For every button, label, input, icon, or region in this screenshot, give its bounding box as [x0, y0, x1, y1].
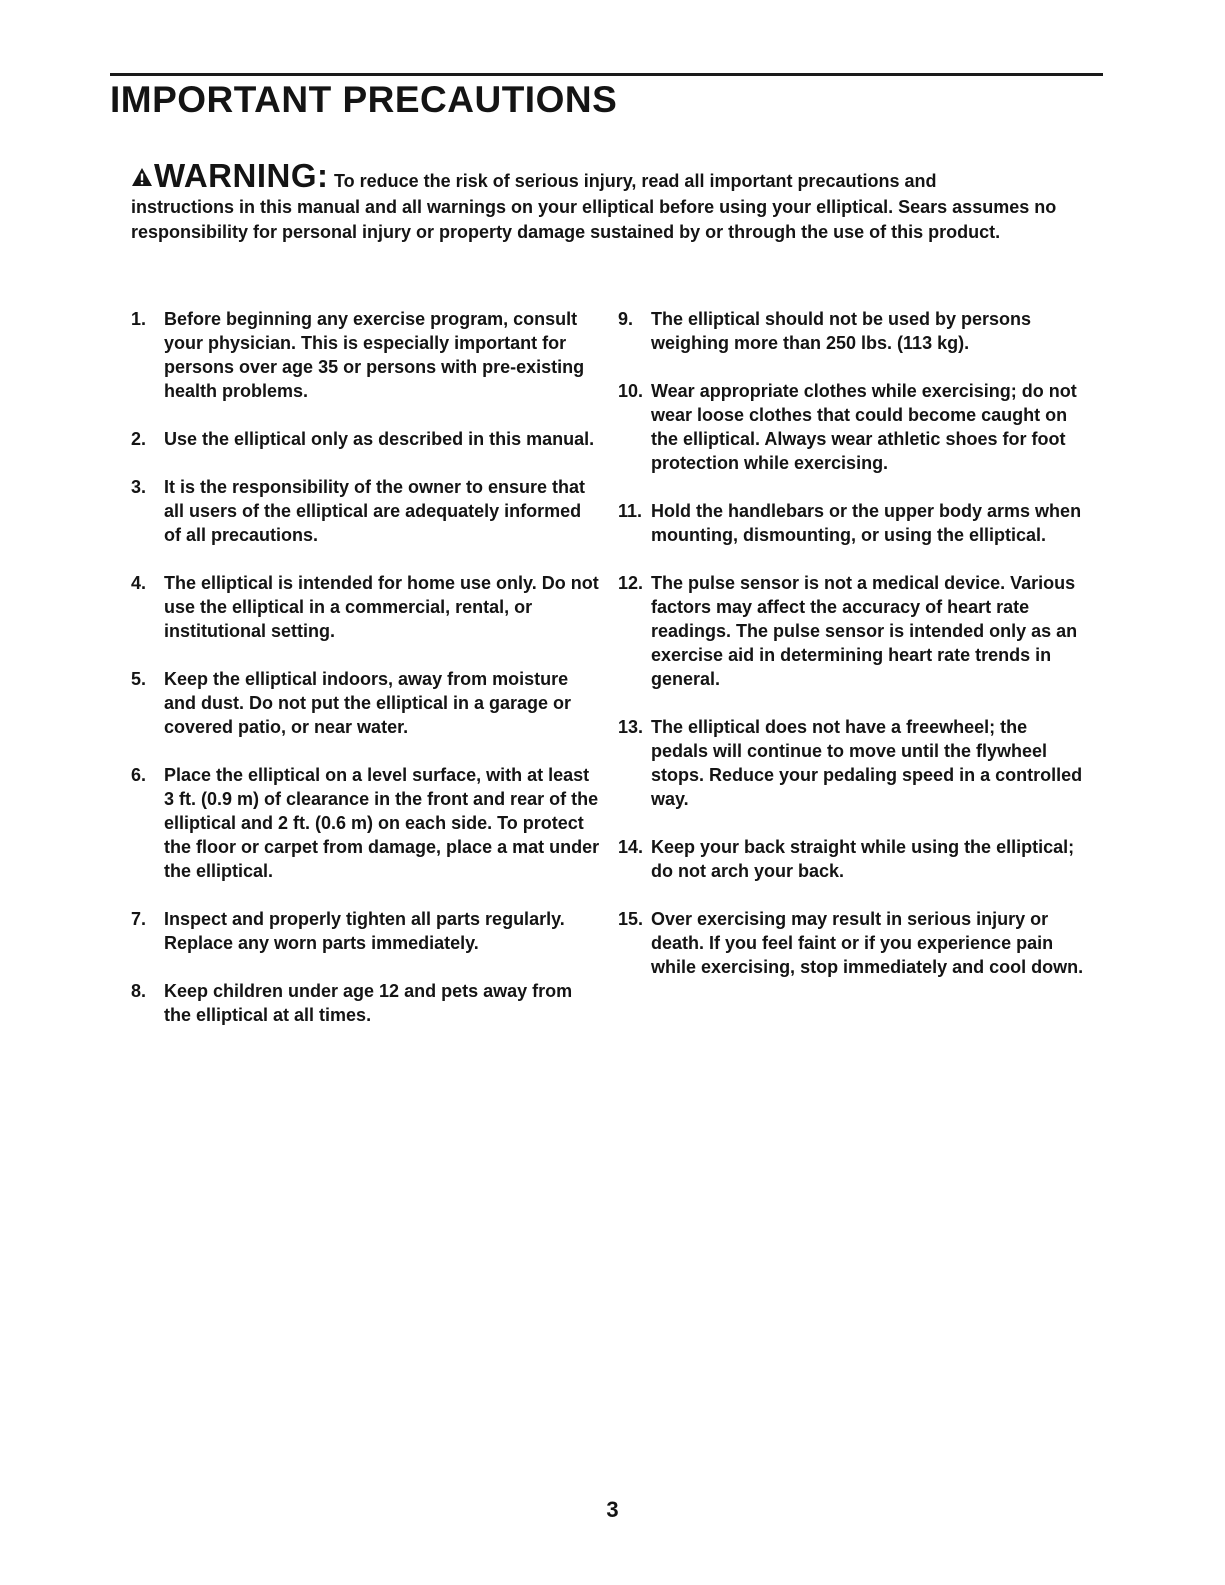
top-rule	[110, 73, 1103, 76]
precaution-text: It is the responsibility of the owner to ensure that all users of the elliptical are adequately informed of all precautions.	[164, 477, 586, 545]
precaution-text: Inspect and properly tighten all parts regularly. Replace any worn parts immediately.	[164, 909, 565, 953]
precaution-number: 13.	[618, 717, 644, 737]
warning-text-first: To reduce the risk of serious injury, read all important precautions and	[334, 171, 937, 191]
precaution-item	[131, 979, 601, 1027]
precaution-item	[618, 907, 1088, 979]
precaution-text: Before beginning any exercise program, consult your physician. This is especially important for persons over age 35 or persons with pre-existing health problems.	[164, 309, 585, 401]
precaution-item	[618, 379, 1088, 475]
page-number: 3	[606, 1497, 619, 1522]
precaution-text: Keep the elliptical indoors, away from moisture and dust. Do not put the elliptical in a garage or covered patio, or near water.	[164, 669, 572, 737]
precaution-item	[131, 427, 601, 451]
precaution-text: Place the elliptical on a level surface, with at least 3 ft. (0.9 m) of clearance in the front and rear of the elliptical and 2 ft. (0.6 m) on each side. To protect the floor or carpet from damage, place a mat under the elliptical.	[164, 765, 600, 881]
precaution-number: 10.	[618, 381, 644, 401]
precaution-text: The pulse sensor is not a medical device. Various factors may affect the accuracy of heart rate readings. The pulse sensor is intended only as an exercise aid in determining heart rate trends in general.	[651, 573, 1078, 689]
precaution-text: Over exercising may result in serious injury or death. If you feel faint or if you experience pain while exercising, stop immediately and cool down.	[651, 909, 1084, 977]
precaution-number: 12.	[618, 573, 644, 593]
precaution-number: 1.	[131, 309, 147, 329]
precaution-number: 11.	[618, 501, 643, 521]
precaution-item	[618, 835, 1088, 883]
precaution-number: 8.	[131, 981, 147, 1001]
precautions-left-column	[131, 307, 601, 1051]
warning-block	[131, 157, 1091, 246]
precaution-number: 15.	[618, 909, 644, 929]
precaution-number: 7.	[131, 909, 147, 929]
precaution-number: 2.	[131, 429, 147, 449]
warning-text-rest: instructions in this manual and all warnings on your elliptical before using your elliptical. Sears assumes no responsibility for personal injury or property damage sustained by or through the use of this product.	[131, 196, 1057, 242]
precaution-text: Wear appropriate clothes while exercising; do not wear loose clothes that could become caught on the elliptical. Always wear athletic shoes for foot protection while exercising.	[651, 381, 1077, 473]
precaution-text: Use the elliptical only as described in this manual.	[164, 429, 595, 449]
precaution-text: The elliptical is intended for home use only. Do not use the elliptical in a commercial, rental, or institutional setting.	[164, 573, 599, 641]
precaution-text: The elliptical should not be used by persons weighing more than 250 lbs. (113 kg).	[651, 309, 1032, 353]
warning-heading	[131, 157, 1091, 195]
precaution-item	[618, 715, 1088, 811]
precautions-right-column	[618, 307, 1088, 1003]
precaution-item	[131, 307, 601, 403]
precaution-text: Keep your back straight while using the elliptical; do not arch your back.	[651, 837, 1075, 881]
precaution-number: 9.	[618, 309, 634, 329]
precaution-item	[618, 571, 1088, 691]
precaution-number: 5.	[131, 669, 147, 689]
warning-label: WARNING	[154, 157, 317, 194]
precaution-number: 4.	[131, 573, 147, 593]
precaution-text: Hold the handlebars or the upper body arms when mounting, dismounting, or using the elliptical.	[651, 501, 1082, 545]
precaution-number: 14.	[618, 837, 644, 857]
precaution-item	[131, 571, 601, 643]
precaution-item	[131, 907, 601, 955]
precaution-text: Keep children under age 12 and pets away from the elliptical at all times.	[164, 981, 573, 1025]
warning-colon: :	[317, 157, 328, 194]
precaution-item	[618, 499, 1088, 547]
precaution-item	[131, 475, 601, 547]
precaution-number: 6.	[131, 765, 147, 785]
page-title: IMPORTANT PRECAUTIONS	[110, 79, 618, 120]
warning-triangle-icon	[131, 167, 153, 195]
precaution-text: The elliptical does not have a freewheel; the pedals will continue to move until the flywheel stops. Reduce your pedaling speed in a controlled way.	[651, 717, 1083, 809]
precaution-item	[618, 307, 1088, 355]
precaution-item	[131, 763, 601, 883]
precaution-number: 3.	[131, 477, 147, 497]
precaution-item	[131, 667, 601, 739]
